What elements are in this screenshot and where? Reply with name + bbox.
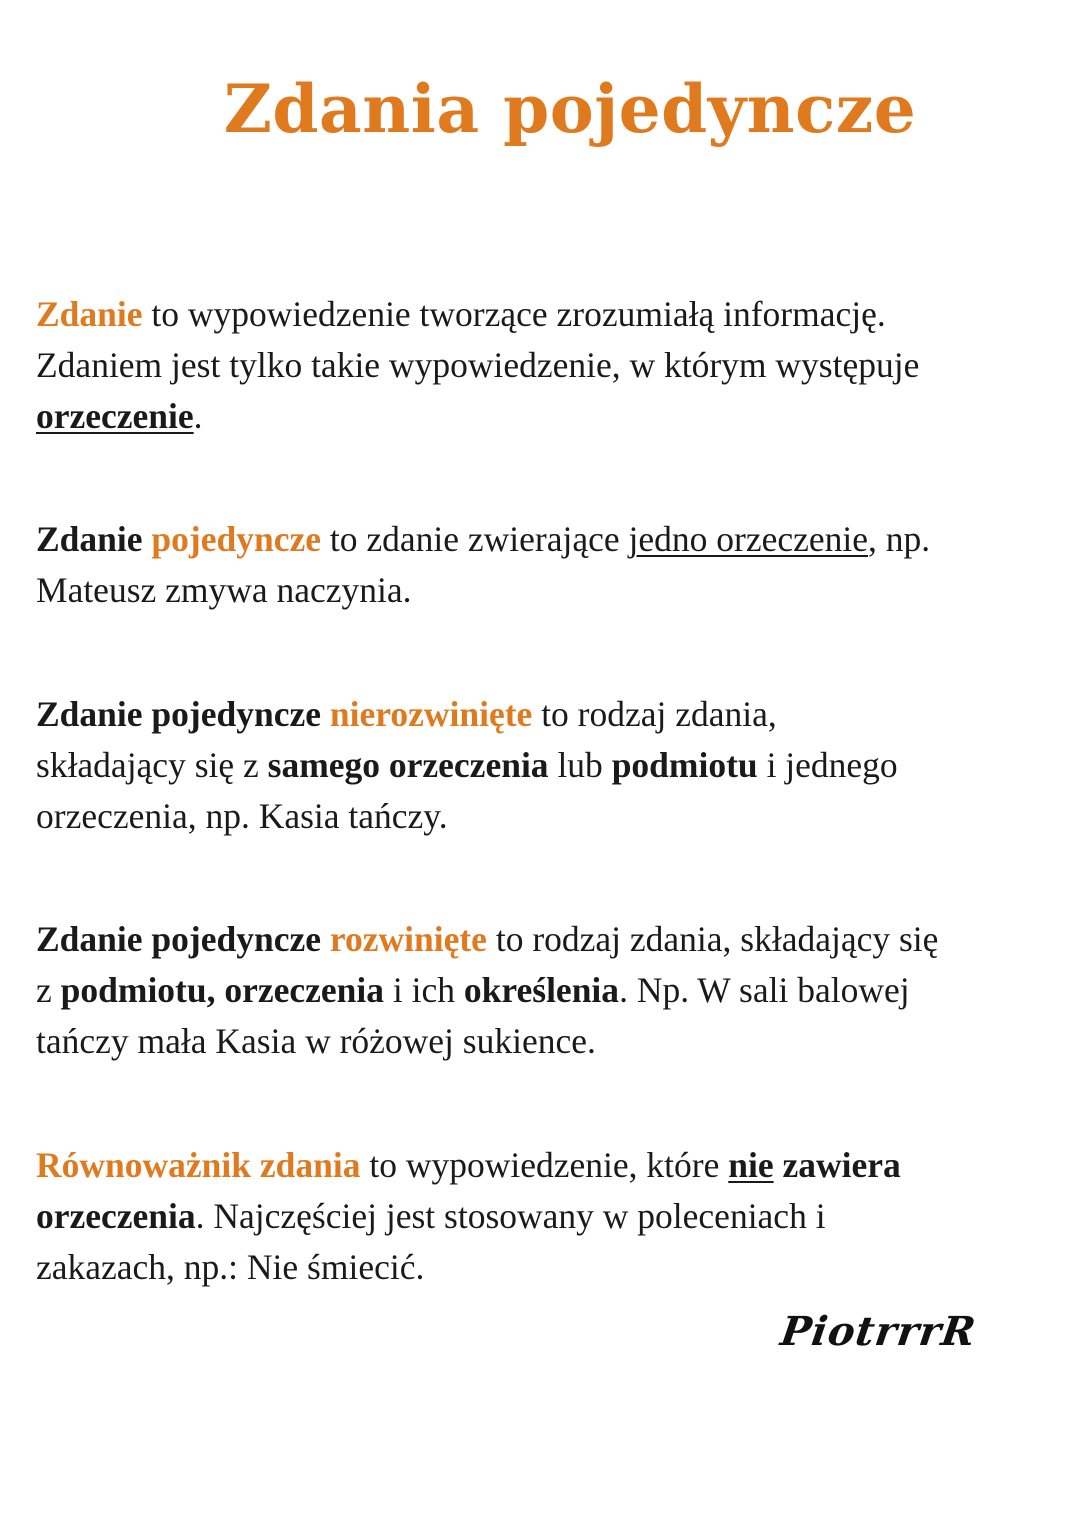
definition-nierozwiniete	[36, 689, 1056, 842]
text: zakazach, np.: Nie śmiecić.	[36, 1247, 425, 1287]
text: . Najczęściej jest stosowany w poleceniach i	[195, 1196, 826, 1236]
text: i jednego	[757, 745, 898, 785]
text: to rodzaj zdania,	[532, 694, 777, 734]
definition-rownowaznik	[36, 1140, 1056, 1293]
text: to rodzaj zdania, składający się	[486, 919, 939, 959]
text: , np.	[867, 519, 931, 559]
keyword-orzeczenie: orzeczenie	[36, 396, 194, 436]
text: składający się z	[36, 745, 268, 785]
text: Zdanie pojedyncze	[36, 919, 330, 959]
text: to zdanie zwierające	[321, 519, 629, 559]
keyword-zawiera: zawiera	[773, 1145, 901, 1185]
keyword-samego-orzeczenia: samego orzeczenia	[267, 745, 549, 785]
text: z	[36, 970, 61, 1010]
keyword-jedno-orzeczenie: jedno orzeczenie	[628, 519, 868, 559]
text: lub	[548, 745, 612, 785]
text: Zdanie	[36, 519, 152, 559]
page-title: Zdania pojedyncze	[223, 70, 917, 148]
keyword-okreslenia: określenia	[463, 970, 620, 1010]
text: tańczy mała Kasia w różowej sukience.	[36, 1021, 596, 1061]
keyword-podmiotu-orzeczenia: podmiotu, orzeczenia	[60, 970, 385, 1010]
term-rownowaznik: Równoważnik zdania	[36, 1145, 361, 1185]
term-zdanie: Zdanie	[36, 294, 143, 334]
text: Zdaniem jest tylko takie wypowiedzenie, w którym występuje	[36, 345, 920, 385]
text: to wypowiedzenie tworzące zrozumiałą informację.	[142, 294, 886, 334]
keyword-podmiotu: podmiotu	[611, 745, 758, 785]
term-nierozwiniete: nierozwinięte	[329, 694, 533, 734]
term-rozwiniete: rozwinięte	[329, 919, 487, 959]
example: Mateusz zmywa naczynia.	[36, 570, 412, 610]
definition-zdanie-pojedyncze	[36, 514, 1056, 616]
text: .	[193, 396, 203, 436]
keyword-nie: nie	[728, 1145, 774, 1185]
definition-rozwiniete	[36, 914, 1056, 1067]
keyword-orzeczenia: orzeczenia	[36, 1196, 196, 1236]
text: Zdanie pojedyncze	[36, 694, 330, 734]
text: to wypowiedzenie, które	[360, 1145, 729, 1185]
author-signature: PiotrrrR	[777, 1308, 980, 1355]
text: i ich	[384, 970, 464, 1010]
definition-zdanie	[36, 289, 1056, 442]
text: . Np. W sali balowej	[619, 970, 910, 1010]
term-pojedyncze: pojedyncze	[151, 519, 322, 559]
text: orzeczenia, np. Kasia tańczy.	[36, 796, 448, 836]
